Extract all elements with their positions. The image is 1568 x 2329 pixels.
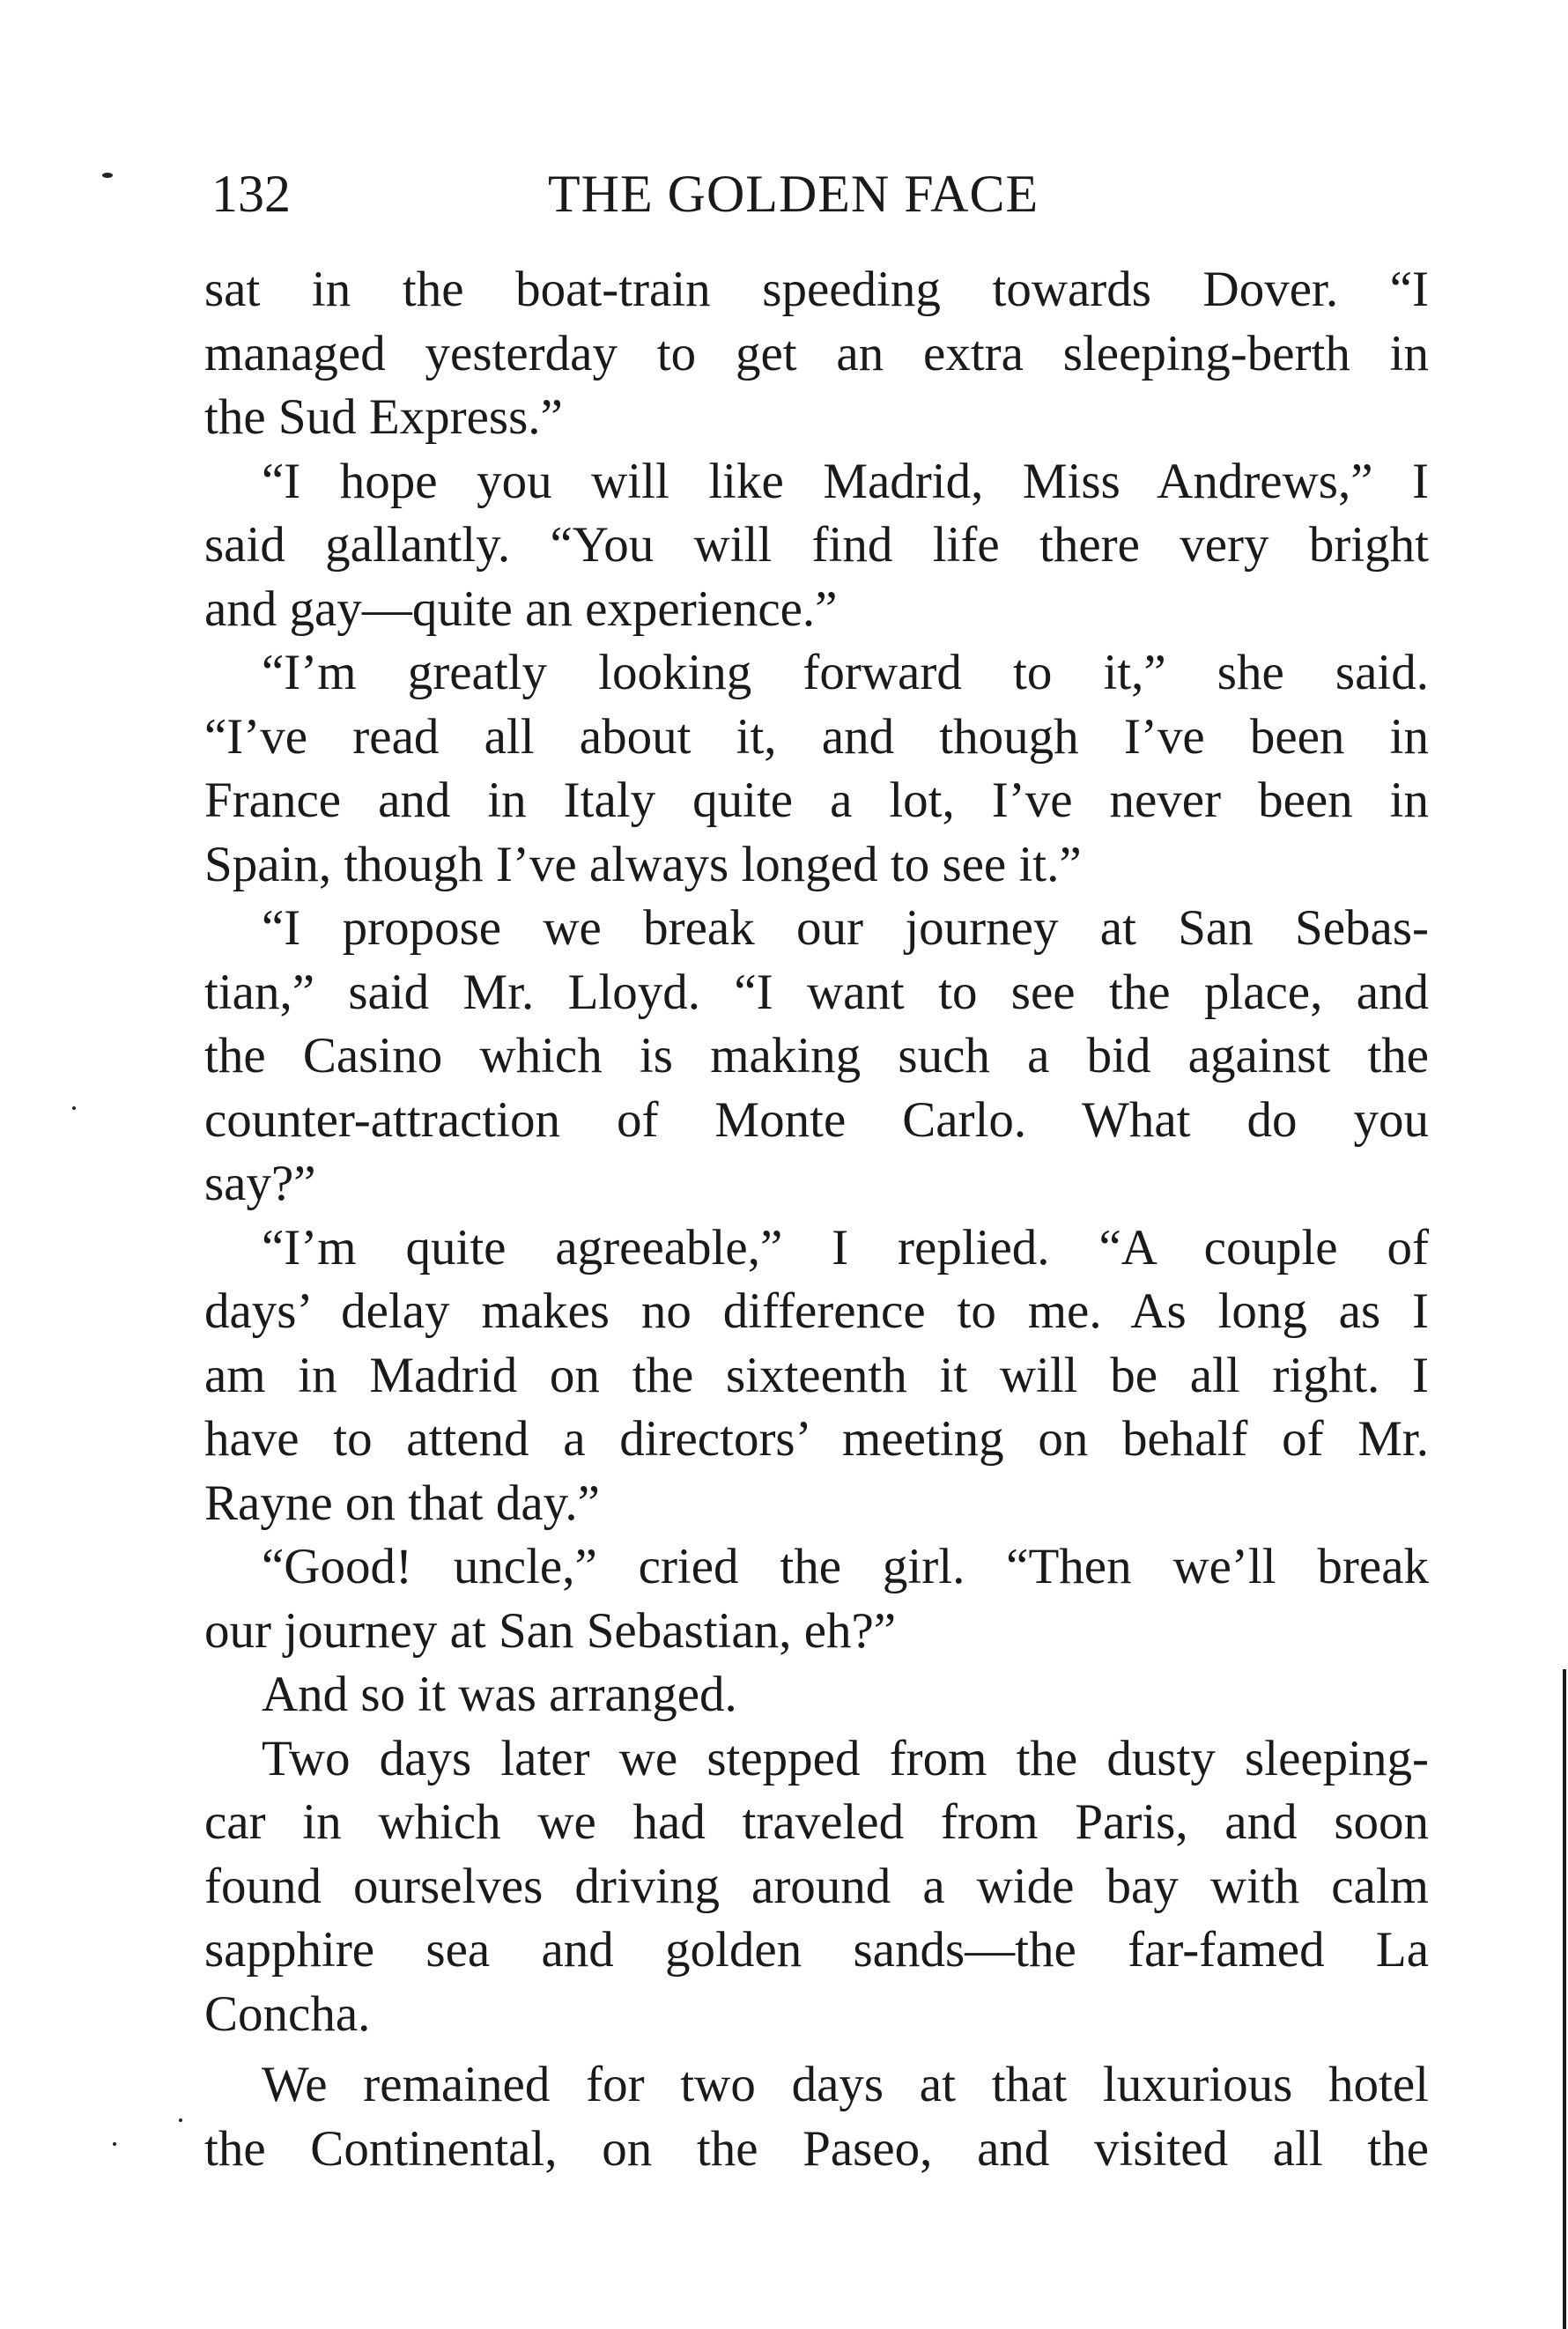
text-line: tian,” said Mr. Lloyd. “I want to see the place, and bbox=[204, 964, 1429, 1020]
ink-speck bbox=[179, 2118, 182, 2122]
text-line: “I’m quite agreeable,” I replied. “A couple of bbox=[262, 1219, 1429, 1275]
text-line: have to attend a directors’ meeting on behalf of Mr. bbox=[204, 1411, 1429, 1467]
text-line: Spain, though I’ve always longed to see it.” bbox=[204, 836, 1082, 892]
text-line: the Continental, on the Paseo, and visited all the bbox=[204, 2120, 1429, 2177]
text-line: sapphire sea and golden sands—the far-famed La bbox=[204, 1922, 1429, 1978]
text-line: Rayne on that day.” bbox=[204, 1475, 600, 1531]
text-line: “Good! uncle,” cried the girl. “Then we’ll break bbox=[262, 1539, 1429, 1594]
text-line: found ourselves driving around a wide bay with calm bbox=[204, 1858, 1429, 1914]
text-line: We remained for two days at that luxurious hotel bbox=[262, 2057, 1429, 2112]
text-line: counter-attraction of Monte Carlo. What do you bbox=[204, 1091, 1429, 1148]
text-line: “I propose we break our journey at San Sebas- bbox=[262, 900, 1429, 956]
page-number: 132 bbox=[211, 165, 291, 223]
ink-speck bbox=[113, 2142, 116, 2146]
text-line: Concha. bbox=[204, 1985, 371, 2042]
ink-speck bbox=[72, 1106, 76, 1110]
text-line: “I’m greatly looking forward to it,” she said. bbox=[262, 645, 1429, 700]
text-line: “I hope you will like Madrid, Miss Andrews,” I bbox=[262, 453, 1429, 509]
text-line: Two days later we stepped from the dusty sleeping- bbox=[262, 1730, 1429, 1786]
ink-speck bbox=[102, 173, 113, 178]
text-line: France and in Italy quite a lot, I’ve never been in bbox=[204, 773, 1429, 828]
running-header bbox=[204, 159, 1429, 229]
body-text bbox=[204, 258, 1429, 2181]
text-line: and gay—quite an experience.” bbox=[204, 580, 838, 637]
text-line: our journey at San Sebastian, eh?” bbox=[204, 1602, 897, 1659]
text-line: managed yesterday to get an extra sleeping-berth in bbox=[204, 325, 1429, 381]
text-line: am in Madrid on the sixteenth it will be all right. I bbox=[204, 1347, 1429, 1403]
page-edge-shadow bbox=[1563, 1669, 1566, 2329]
text-line: say?” bbox=[204, 1156, 316, 1211]
text-line: said gallantly. “You will find life there very bright bbox=[204, 517, 1429, 573]
running-title: THE GOLDEN FACE bbox=[548, 165, 1039, 223]
text-line: days’ delay makes no difference to me. As long as I bbox=[204, 1283, 1429, 1339]
text-line: And so it was arranged. bbox=[262, 1667, 737, 1722]
text-line: “I’ve read all about it, and though I’ve been in bbox=[204, 708, 1429, 765]
text-line: the Sud Express.” bbox=[204, 389, 563, 445]
text-line: sat in the boat-train speeding towards Dover. “I bbox=[204, 262, 1429, 317]
text-line: the Casino which is making such a bid against the bbox=[204, 1028, 1429, 1083]
paragraph-gap bbox=[204, 2046, 1429, 2053]
text-line: car in which we had traveled from Paris, and soon bbox=[204, 1794, 1429, 1850]
